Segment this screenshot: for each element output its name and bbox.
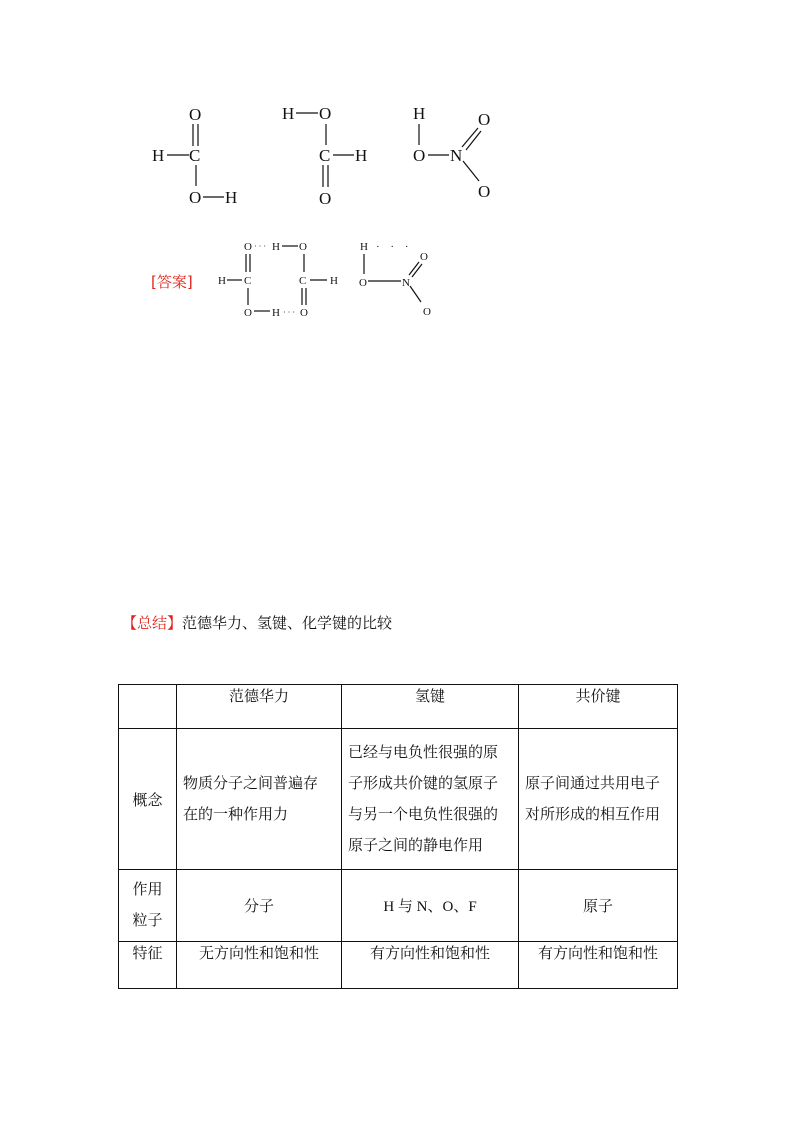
cell-line: 子形成共价键的氢原子 — [348, 774, 499, 793]
atom: H — [272, 241, 280, 253]
table-cell: 有方向性和饱和性 — [519, 941, 678, 988]
atom: O — [319, 189, 332, 208]
atom: O — [478, 110, 491, 129]
hbond-dots: · · · — [254, 242, 266, 251]
atom: O — [189, 105, 202, 124]
table-cell — [342, 729, 519, 869]
cell-line: 原子之间的静电作用 — [348, 836, 484, 855]
table-cell: 有方向性和饱和性 — [342, 941, 519, 988]
table-cell: 原子 — [519, 869, 678, 941]
cell-line: 物质分子之间普遍存 — [183, 774, 319, 793]
row-label: 特征 — [119, 941, 177, 988]
table-row — [119, 941, 678, 988]
atom: H — [282, 104, 295, 123]
atom: C — [319, 146, 331, 165]
atom: H — [355, 146, 368, 165]
table-cell — [519, 729, 678, 869]
atom: O — [359, 277, 367, 289]
atom: N — [402, 277, 410, 289]
table-row — [119, 869, 678, 941]
table-cell — [177, 729, 342, 869]
hbond-dots: · · · — [376, 241, 413, 253]
answer-structures — [0, 230, 793, 330]
atom: N — [450, 146, 463, 165]
summary-tag: 【总结】 — [122, 614, 183, 632]
table-header-cell: 共价键 — [519, 685, 678, 729]
table-header-cell — [119, 685, 177, 729]
row-label-line: 作用 — [132, 880, 163, 899]
table-cell: H 与 N、O、F — [342, 869, 519, 941]
atom: H — [330, 275, 338, 287]
row-label — [119, 869, 177, 941]
atom: O — [423, 306, 431, 318]
summary-heading — [122, 612, 392, 633]
cell-line: 原子间通过共用电子 — [525, 774, 661, 793]
atom: O — [478, 182, 491, 201]
table-cell: 无方向性和饱和性 — [177, 941, 342, 988]
nitric-acid-structure — [413, 104, 490, 201]
cell-line: 已经与电负性很强的原 — [348, 743, 499, 762]
answer-label: [答案] — [151, 273, 193, 291]
atom: H — [152, 146, 165, 165]
atom: H — [218, 275, 226, 287]
table-row — [119, 729, 678, 869]
atom: O — [300, 307, 308, 319]
atom: O — [244, 307, 252, 319]
comparison-table — [118, 684, 678, 989]
atom: H — [413, 104, 426, 123]
atom: C — [244, 275, 252, 287]
cell-line: 对所形成的相互作用 — [525, 805, 661, 824]
formic-acid-structure-a — [152, 105, 237, 207]
atom: O — [189, 188, 202, 207]
table-header-cell: 范德华力 — [177, 685, 342, 729]
summary-title: 范德华力、氢键、化学键的比较 — [182, 614, 393, 632]
structural-formulas — [0, 0, 793, 230]
atom: H — [360, 241, 368, 253]
nitric-acid-intramolecular — [359, 241, 431, 318]
atom: O — [319, 104, 332, 123]
cell-line: 与另一个电负性很强的 — [348, 805, 499, 824]
table-header-row — [119, 685, 678, 729]
formic-acid-structure-b — [282, 104, 367, 208]
atom: C — [189, 146, 201, 165]
atom: O — [244, 241, 252, 253]
atom: O — [299, 241, 307, 253]
row-label-line: 粒子 — [132, 911, 163, 930]
hbond-dots: · · · — [283, 308, 295, 317]
formic-acid-dimer — [218, 241, 338, 319]
atom: H — [225, 188, 238, 207]
row-label: 概念 — [119, 729, 177, 869]
table-header-cell: 氢键 — [342, 685, 519, 729]
atom: H — [272, 307, 280, 319]
atom: O — [420, 251, 428, 263]
cell-line: 在的一种作用力 — [183, 805, 289, 824]
atom: O — [413, 146, 426, 165]
table-cell: 分子 — [177, 869, 342, 941]
atom: C — [299, 275, 307, 287]
